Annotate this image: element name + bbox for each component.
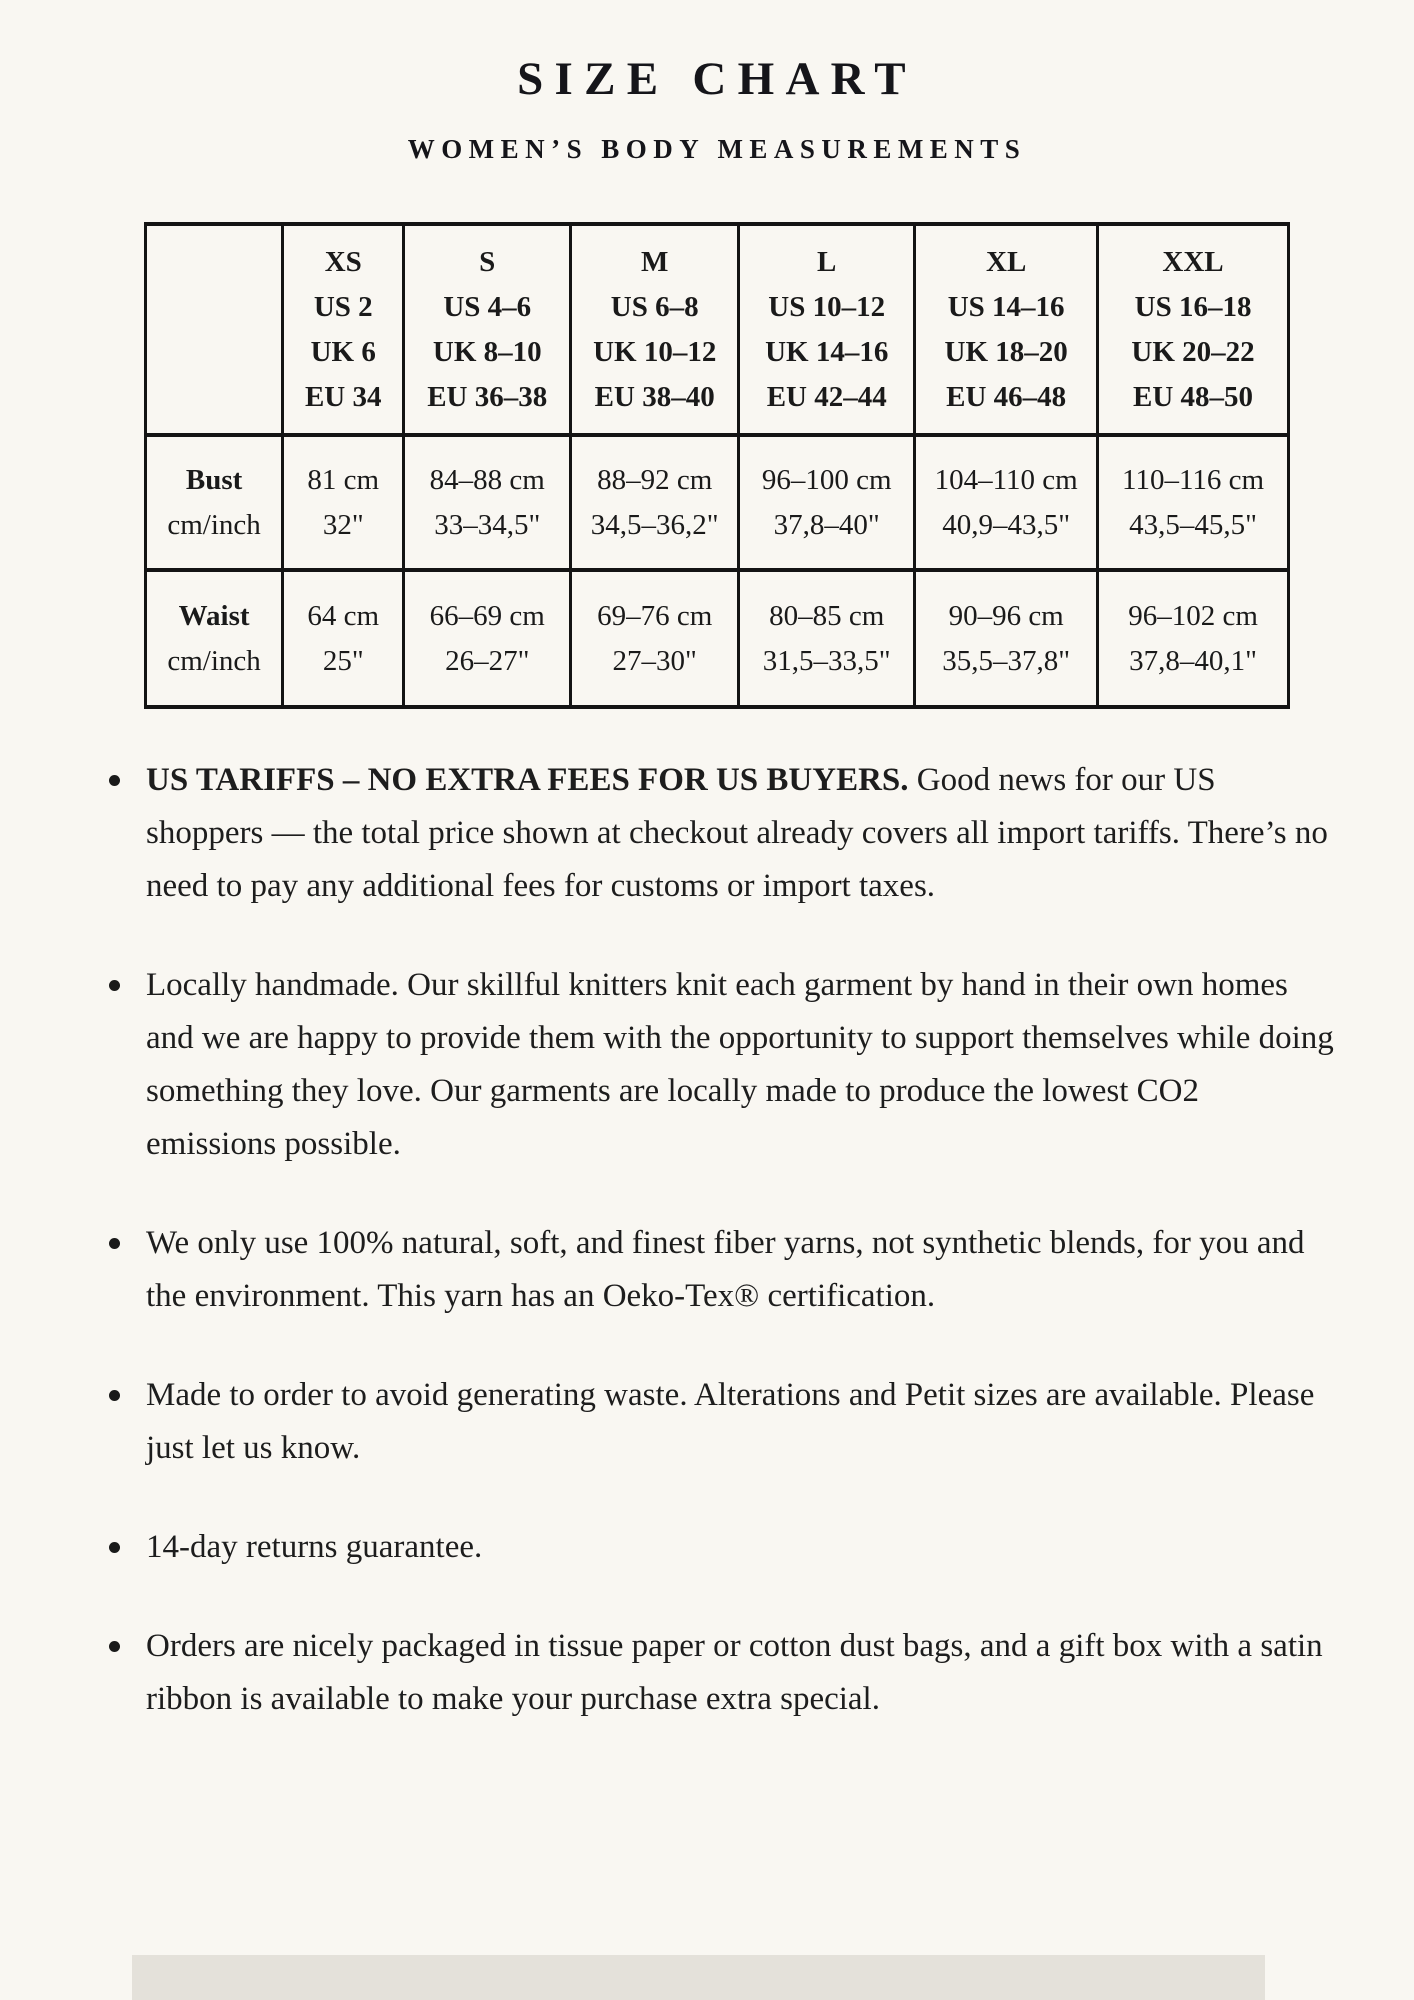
- size-table: [144, 222, 1290, 709]
- bullet-returns-guarantee: [106, 1521, 1334, 1574]
- measure-name: Bust: [185, 463, 243, 496]
- size-label: XS: [324, 245, 362, 278]
- waist-value-m: [571, 570, 739, 707]
- us-size: US 2: [313, 290, 373, 323]
- size-col-xs: [283, 224, 404, 435]
- eu-size: EU 38–40: [594, 380, 715, 413]
- bullet-body-text: Locally handmade. Our skillful knitters knit each garment by hand in their own homes and we are happy to provide them with the opportunity to support themselves while doing something they love. Our garments are locally made to produce the lowest CO2 emissions possible.: [146, 967, 1334, 1162]
- bust-value-xl: [915, 435, 1098, 570]
- eu-size: EU 34: [304, 380, 382, 413]
- inch-value: 27–30": [612, 644, 697, 677]
- bust-value-xxl: [1098, 435, 1289, 570]
- bullet-body-text: We only use 100% natural, soft, and finest fiber yarns, not synthetic blends, for you and the environment. This yarn has an Oeko-Tex® certification.: [146, 1225, 1305, 1314]
- bottom-decoration-bar: [132, 1955, 1265, 2000]
- bust-value-s: [404, 435, 571, 570]
- measure-unit: cm/inch: [167, 644, 261, 677]
- cm-value: 66–69 cm: [429, 599, 545, 632]
- bullet-body-text: Good news for our US shoppers — the total price shown at checkout already covers all import tariffs. There’s no need to pay any additional fees for customs or import taxes.: [146, 762, 1328, 904]
- size-table-header-row: [146, 224, 1289, 435]
- cm-value: 88–92 cm: [597, 463, 713, 496]
- waist-value-xl: [915, 570, 1098, 707]
- inch-value: 26–27": [445, 644, 530, 677]
- inch-value: 37,8–40,1": [1129, 644, 1257, 677]
- size-label: XXL: [1162, 245, 1224, 278]
- us-size: US 10–12: [768, 290, 886, 323]
- cm-value: 110–116 cm: [1122, 463, 1265, 496]
- eu-size: EU 48–50: [1133, 380, 1254, 413]
- eu-size: EU 36–38: [427, 380, 548, 413]
- waist-value-s: [404, 570, 571, 707]
- inch-value: 35,5–37,8": [942, 644, 1071, 677]
- eu-size: EU 42–44: [766, 380, 887, 413]
- corner-cell: [146, 224, 283, 435]
- bust-value-m: [571, 435, 739, 570]
- uk-size: UK 6: [310, 335, 376, 368]
- bullet-body-text: 14-day returns guarantee.: [146, 1529, 483, 1565]
- us-size: US 14–16: [947, 290, 1065, 323]
- cm-value: 96–102 cm: [1128, 599, 1258, 632]
- bullet-locally-handmade: [106, 959, 1334, 1171]
- bust-value-l: [739, 435, 915, 570]
- bullet-natural-yarns: [106, 1217, 1334, 1323]
- waist-value-xxl: [1098, 570, 1289, 707]
- inch-value: 31,5–33,5": [762, 644, 891, 677]
- size-col-xl: [915, 224, 1098, 435]
- bullet-us-tariffs: [106, 754, 1334, 913]
- us-size: US 4–6: [443, 290, 532, 323]
- inch-value: 32": [322, 508, 364, 541]
- waist-value-xs: [283, 570, 404, 707]
- inch-value: 34,5–36,2": [590, 508, 719, 541]
- bullet-lead-text: US TARIFFS – NO EXTRA FEES FOR US BUYERS.: [146, 762, 909, 798]
- measure-name: Waist: [178, 599, 250, 632]
- page-title: SIZE CHART: [517, 53, 917, 105]
- size-label: M: [641, 245, 669, 278]
- cm-value: 104–110 cm: [934, 463, 1078, 496]
- cm-value: 90–96 cm: [948, 599, 1064, 632]
- inch-value: 43,5–45,5": [1129, 508, 1257, 541]
- uk-size: UK 10–12: [593, 335, 717, 368]
- cm-value: 96–100 cm: [761, 463, 892, 496]
- inch-value: 25": [322, 644, 364, 677]
- inch-value: 33–34,5": [434, 508, 541, 541]
- cm-value: 80–85 cm: [769, 599, 885, 632]
- size-label: XL: [986, 245, 1027, 278]
- uk-size: UK 18–20: [944, 335, 1068, 368]
- uk-size: UK 8–10: [432, 335, 542, 368]
- bullet-body-text: Made to order to avoid generating waste. Alterations and Petit sizes are available. Please just let us know.: [146, 1377, 1315, 1466]
- us-size: US 16–18: [1134, 290, 1252, 323]
- inch-value: 40,9–43,5": [942, 508, 1071, 541]
- uk-size: UK 14–16: [765, 335, 889, 368]
- inch-value: 37,8–40": [773, 508, 880, 541]
- page-subtitle: WOMEN’S BODY MEASUREMENTS: [407, 134, 1027, 164]
- eu-size: EU 46–48: [946, 380, 1067, 413]
- size-label: L: [817, 245, 837, 278]
- bust-row: [146, 435, 1289, 570]
- waist-row: [146, 570, 1289, 707]
- measure-unit: cm/inch: [167, 508, 261, 541]
- bullet-made-to-order: [106, 1369, 1334, 1475]
- bullet-body-text: Orders are nicely packaged in tissue paper or cotton dust bags, and a gift box with a satin ribbon is available to make your purchase extra special.: [146, 1628, 1323, 1717]
- size-col-s: [404, 224, 571, 435]
- uk-size: UK 20–22: [1131, 335, 1255, 368]
- size-col-l: [739, 224, 915, 435]
- cm-value: 84–88 cm: [429, 463, 545, 496]
- cm-value: 81 cm: [307, 463, 380, 496]
- bust-row-label: [146, 435, 283, 570]
- size-col-m: [571, 224, 739, 435]
- bust-value-xs: [283, 435, 404, 570]
- waist-value-l: [739, 570, 915, 707]
- us-size: US 6–8: [610, 290, 699, 323]
- bullet-packaging: [106, 1620, 1334, 1726]
- cm-value: 64 cm: [307, 599, 380, 632]
- info-bullet-list: [106, 754, 1334, 1772]
- waist-row-label: [146, 570, 283, 707]
- size-col-xxl: [1098, 224, 1289, 435]
- size-label: S: [479, 245, 496, 278]
- cm-value: 69–76 cm: [597, 599, 713, 632]
